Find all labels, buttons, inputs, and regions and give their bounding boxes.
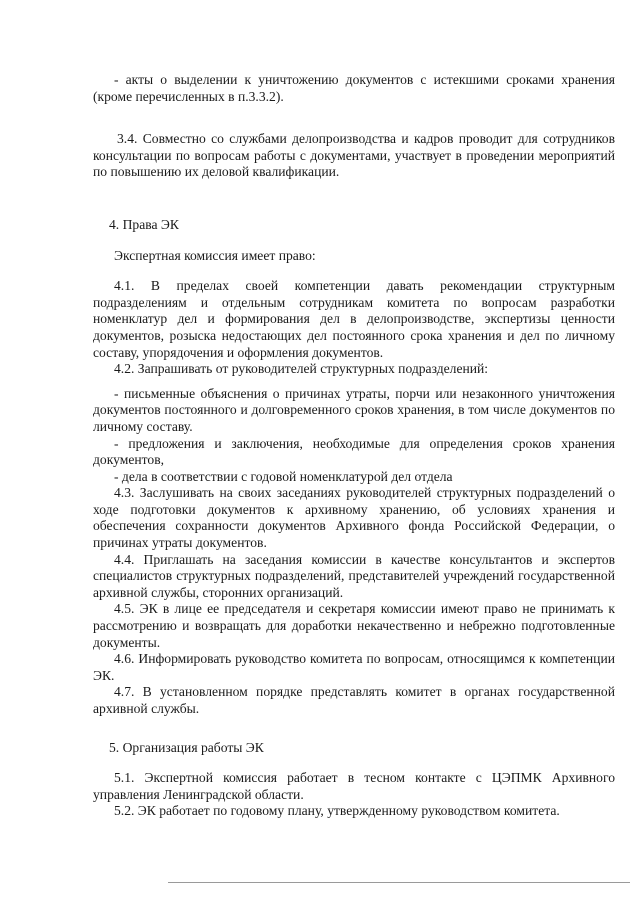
paragraph-4-3: 4.3. Заслушивать на своих заседаниях руководителей структурных подразделений о ходе подготовки документов к архивному хранению, об условиях хранения и обеспечения сохранности документов Архивного фонда Российской Федерации, о причинах утраты документов.	[93, 485, 615, 551]
footer-rule	[168, 882, 630, 883]
paragraph-4-2-explanations: - письменные объяснения о причинах утраты, порчи или незаконного уничтожения документов постоянного и долговременного сроков хранения, в том числе документов по личному составу.	[93, 385, 615, 434]
paragraph-acts: - акты о выделении к уничтожению документов с истекшими сроками хранения (кроме перечисленных в п.3.3.2).	[93, 72, 615, 104]
paragraph-4-2-cases: - дела в соответствии с годовой номенклатурой дел отдела	[114, 468, 453, 484]
section-heading-4: 4. Права ЭК	[109, 216, 179, 232]
paragraph-4-2-proposals: - предложения и заключения, необходимые для определения сроков хранения документов,	[93, 435, 615, 468]
paragraph-3-4: 3.4. Совместно со службами делопроизводства и кадров проводит для сотрудников консультации по вопросам работы с документами, участвует в проведении мероприятий по повышению их деловой квалификации.	[93, 131, 615, 180]
section-heading-5: 5. Организация работы ЭК	[109, 739, 264, 755]
paragraph-4-5: 4.5. ЭК в лице ее председателя и секретаря комиссии имеют право не принимать к рассмотрению и возвращать для доработки некачественно и небрежно подготовленные документы.	[93, 601, 615, 650]
paragraph-5-2: 5.2. ЭК работает по годовому плану, утвержденному руководством комитета.	[114, 803, 560, 819]
paragraph-4-6: 4.6. Информировать руководство комитета по вопросам, относящимся к компетенции ЭК.	[93, 651, 615, 683]
paragraph-4-7: 4.7. В установленном порядке представлять комитет в органах государственной архивной службы.	[93, 684, 615, 716]
paragraph-ek-rights-intro: Экспертная комиссия имеет право:	[114, 247, 316, 263]
paragraph-4-2: 4.2. Запрашивать от руководителей структурных подразделений:	[114, 361, 489, 377]
paragraph-4-4: 4.4. Приглашать на заседания комиссии в качестве консультантов и экспертов специалистов структурных подразделений, представителей учреждений государственной архивной службы, сторонних организаций.	[93, 551, 615, 600]
paragraph-5-1: 5.1. Экспертной комиссия работает в тесном контакте с ЦЭПМК Архивного управления Ленинградской области.	[93, 770, 615, 802]
paragraph-4-1: 4.1. В пределах своей компетенции давать рекомендации структурным подразделениям и отдельным сотрудникам комитета по вопросам разработки номенклатур дел и формирования дел в делопроизводстве, экспертизы ценности документов, розыска недостающих дел постоянного срока хранения и дел по личному составу, упорядочения и оформления документов.	[93, 278, 615, 360]
document-body	[93, 72, 615, 820]
